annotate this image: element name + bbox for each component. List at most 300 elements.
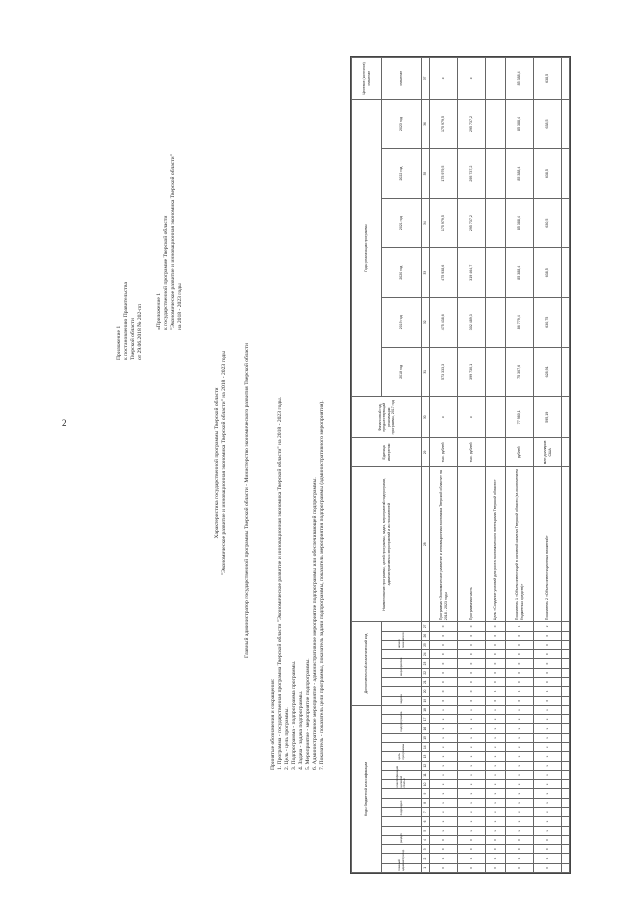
- code-cell: 1: [486, 854, 506, 863]
- appendix-sub: [156, 154, 184, 330]
- code-subheader: [382, 817, 422, 826]
- code-cell: 0: [486, 696, 506, 705]
- code-cell: 0: [506, 668, 534, 677]
- empty-cell: [562, 826, 570, 835]
- code-cell: 0: [430, 687, 458, 696]
- code-subheader: [382, 622, 422, 631]
- code-cell: х: [506, 715, 534, 724]
- year-value-cell: [486, 297, 506, 347]
- code-cell: х: [430, 826, 458, 835]
- code-cell: 0: [506, 640, 534, 649]
- code-cell: х: [486, 789, 506, 798]
- column-number: 13: [422, 752, 430, 761]
- year-header: 2018 год: [382, 347, 422, 397]
- code-cell: х: [458, 733, 486, 742]
- program-code-header: Дополнительный аналитический код: [352, 622, 382, 706]
- row-name-cell: Программная часть: [458, 467, 486, 622]
- code-cell: х: [458, 743, 486, 752]
- abbrev-line: 3. Подпрограмма - подпрограмма программы.: [290, 660, 297, 770]
- code-cell: х: [430, 798, 458, 807]
- abbrev-line: 2. Цель - цель программы.: [283, 707, 290, 770]
- appendix-sub-line: «Приложение 1: [156, 292, 162, 330]
- code-cell: х: [506, 761, 534, 770]
- code-cell: 0: [534, 845, 562, 854]
- empty-cell: [562, 438, 570, 467]
- table-row: [458, 58, 486, 873]
- target-value-cell: [486, 58, 506, 100]
- code-cell: х: [458, 761, 486, 770]
- year-value-cell: 630,5: [534, 198, 562, 248]
- empty-cell: [562, 798, 570, 807]
- code-cell: 0: [430, 845, 458, 854]
- year-value-cell: 319 464,7: [458, 248, 486, 298]
- year-header: 2019 год: [382, 297, 422, 347]
- year-value-cell: 638,5: [534, 248, 562, 298]
- page-number: 2: [62, 418, 67, 428]
- code-cell: х: [430, 789, 458, 798]
- code-subheader: [382, 789, 422, 798]
- code-cell: 1: [458, 854, 486, 863]
- table-row: [506, 58, 534, 873]
- year-value-cell: [486, 347, 506, 397]
- base-value-header: Финансовый год, предшествующий реализации программы, 2017 год: [352, 397, 422, 438]
- column-number: 8: [422, 798, 430, 807]
- code-cell: х: [430, 761, 458, 770]
- column-number: 32: [422, 297, 430, 347]
- code-cell: х: [486, 733, 506, 742]
- column-number: 25: [422, 640, 430, 649]
- unit-cell: тыс. рублей: [430, 438, 458, 467]
- column-number: 10: [422, 780, 430, 789]
- code-cell: 1: [534, 687, 562, 696]
- empty-cell: [562, 705, 570, 714]
- code-cell: 0: [534, 677, 562, 686]
- row-name-cell: Цель «Создание условий для роста экономического потенциала Тверской области»: [486, 467, 506, 622]
- year-value-cell: 85 388,4: [506, 99, 534, 149]
- code-cell: х: [458, 780, 486, 789]
- year-value-cell: [486, 248, 506, 298]
- code-cell: 1: [486, 687, 506, 696]
- empty-cell: [562, 58, 570, 100]
- empty-cell: [562, 817, 570, 826]
- code-cell: 0: [458, 687, 486, 696]
- column-number: 16: [422, 724, 430, 733]
- column-number: 17: [422, 715, 430, 724]
- abbrev-line: 5. Мероприятие - мероприятие подпрограммы.: [304, 658, 311, 770]
- code-cell: 1: [506, 622, 534, 631]
- base-value-cell: х: [430, 397, 458, 438]
- code-cell: 0: [486, 631, 506, 640]
- code-cell: х: [430, 724, 458, 733]
- column-number: 9: [422, 789, 430, 798]
- code-cell: 0: [534, 650, 562, 659]
- abbrev-line: 1. Программа - государственная программа Тверской области "Экономическое развитие и инновационная экономика Тверской области" на 2018 - 2023 годы.: [276, 396, 283, 770]
- abbrev-line: 4. Задача - задача подпрограммы.: [297, 690, 304, 770]
- code-cell: х: [506, 826, 534, 835]
- code-cell: 1: [534, 854, 562, 863]
- year-value-cell: 85 388,4: [506, 248, 534, 298]
- year-value-cell: 475 438,6: [430, 297, 458, 347]
- code-subheader: классификация целевой статьи: [382, 780, 422, 789]
- code-cell: 0: [534, 835, 562, 844]
- code-cell: х: [430, 733, 458, 742]
- code-cell: 0: [506, 845, 534, 854]
- program-table: [350, 56, 571, 874]
- code-cell: 0: [486, 659, 506, 668]
- abbrev-line: 7. Показатель - показатель цели программы, показатель задачи подпрограммы, показатель мероприятия подпрограммы (административного мероприятия).: [318, 400, 325, 770]
- code-cell: х: [486, 705, 506, 714]
- name-header: Наименование программы, целей программы, задач, мероприятий подпрограмм, административных мероприятий и их показателей: [352, 467, 422, 622]
- code-cell: х: [534, 817, 562, 826]
- code-subheader: [382, 761, 422, 770]
- code-cell: 0: [506, 631, 534, 640]
- column-number: 21: [422, 677, 430, 686]
- year-value-cell: [486, 99, 506, 149]
- code-cell: 0: [430, 835, 458, 844]
- empty-cell: [562, 761, 570, 770]
- code-cell: 0: [458, 863, 486, 872]
- code-cell: 0: [506, 650, 534, 659]
- code-cell: х: [534, 826, 562, 835]
- column-number: 35: [422, 149, 430, 199]
- table-row: [430, 58, 458, 873]
- code-cell: 0: [486, 668, 506, 677]
- code-cell: х: [486, 743, 506, 752]
- code-cell: 0: [458, 845, 486, 854]
- year-value-cell: 175 979,5: [430, 149, 458, 199]
- code-cell: 0: [506, 835, 534, 844]
- code-cell: х: [534, 780, 562, 789]
- year-value-cell: 85 388,4: [506, 198, 534, 248]
- unit-cell: рублей: [506, 438, 534, 467]
- row-name-cell: Показатель 2 «Объем инвестиционных вложений»: [534, 467, 562, 622]
- unit-cell: млн долларов США: [534, 438, 562, 467]
- code-cell: х: [430, 705, 458, 714]
- code-cell: х: [486, 798, 506, 807]
- target-header: Целевое (конечное) значение: [352, 58, 382, 100]
- code-cell: х: [430, 715, 458, 724]
- code-cell: 0: [430, 659, 458, 668]
- empty-cell: [562, 198, 570, 248]
- year-value-cell: 295 737,2: [458, 198, 486, 248]
- column-number: 28: [422, 467, 430, 622]
- year-value-cell: 399 730,1: [458, 347, 486, 397]
- column-number: 27: [422, 622, 430, 631]
- base-value-cell: 77 980,1: [506, 397, 534, 438]
- code-cell: 0: [486, 650, 506, 659]
- year-value-cell: 630,75: [534, 297, 562, 347]
- empty-cell: [562, 650, 570, 659]
- code-cell: 0: [430, 650, 458, 659]
- code-subheader: [382, 733, 422, 742]
- column-number: 12: [422, 761, 430, 770]
- code-cell: х: [534, 715, 562, 724]
- code-cell: 0: [458, 640, 486, 649]
- code-cell: 0: [458, 835, 486, 844]
- column-number: 18: [422, 705, 430, 714]
- code-cell: х: [534, 733, 562, 742]
- code-cell: х: [534, 705, 562, 714]
- code-cell: х: [430, 752, 458, 761]
- code-cell: 0: [430, 696, 458, 705]
- code-cell: 0: [534, 631, 562, 640]
- appendix-sub-line: на 2018 - 2023 годы: [176, 283, 183, 330]
- code-cell: 0: [458, 677, 486, 686]
- code-cell: х: [534, 798, 562, 807]
- code-subheader: [382, 677, 422, 686]
- appendix-line: Тверской области: [129, 318, 136, 360]
- code-cell: х: [486, 780, 506, 789]
- code-cell: 0: [534, 640, 562, 649]
- column-number: 1: [422, 863, 430, 872]
- code-cell: 0: [486, 835, 506, 844]
- code-cell: 1: [506, 854, 534, 863]
- code-cell: 0: [486, 845, 506, 854]
- code-cell: 0: [430, 668, 458, 677]
- empty-cell: [562, 733, 570, 742]
- code-cell: х: [486, 761, 506, 770]
- title-line: Характеристика государственной программы Тверской области: [214, 387, 220, 539]
- code-cell: х: [534, 761, 562, 770]
- base-value-cell: [486, 397, 506, 438]
- year-value-cell: [486, 149, 506, 199]
- column-number: 29: [422, 438, 430, 467]
- code-cell: х: [430, 780, 458, 789]
- empty-cell: [562, 696, 570, 705]
- table-row: [534, 58, 562, 873]
- empty-cell: [562, 248, 570, 298]
- appendix-line: Приложение 1: [116, 325, 122, 360]
- target-value-cell: 85 388,4: [506, 58, 534, 100]
- code-cell: х: [506, 798, 534, 807]
- empty-cell: [562, 668, 570, 677]
- empty-cell: [562, 780, 570, 789]
- code-cell: х: [506, 752, 534, 761]
- code-cell: х: [430, 817, 458, 826]
- empty-cell: [562, 687, 570, 696]
- code-cell: 0: [486, 622, 506, 631]
- empty-cell: [562, 752, 570, 761]
- code-cell: 0: [506, 659, 534, 668]
- year-value-cell: 75 307,6: [506, 347, 534, 397]
- code-cell: х: [506, 724, 534, 733]
- appendix-sub-line: "Экономическое развитие и инновационная экономика Тверской области": [169, 154, 176, 330]
- unit-header: Единица измерения: [352, 438, 422, 467]
- abbrev-line: 6. Административное мероприятие - административное мероприятие подпрограммы или обеспечивающей подпрограммы.: [311, 477, 318, 770]
- column-number: 24: [422, 650, 430, 659]
- code-cell: 0: [486, 863, 506, 872]
- empty-cell: [562, 659, 570, 668]
- code-cell: х: [506, 808, 534, 817]
- code-cell: х: [458, 724, 486, 733]
- empty-cell: [562, 863, 570, 872]
- code-cell: х: [534, 770, 562, 779]
- empty-cell: [562, 467, 570, 622]
- year-header: 2020 год: [382, 248, 422, 298]
- code-cell: х: [486, 752, 506, 761]
- column-number: 19: [422, 696, 430, 705]
- code-cell: х: [430, 743, 458, 752]
- code-cell: х: [506, 789, 534, 798]
- code-cell: 0: [430, 863, 458, 872]
- code-cell: 0: [458, 696, 486, 705]
- code-cell: 0: [534, 668, 562, 677]
- code-cell: 0: [534, 863, 562, 872]
- code-cell: х: [458, 817, 486, 826]
- empty-cell: [562, 347, 570, 397]
- code-cell: х: [534, 724, 562, 733]
- appendix-sub-line: к государственной программе Тверской области: [162, 215, 169, 330]
- year-value-cell: 573 333,3: [430, 347, 458, 397]
- code-cell: х: [430, 770, 458, 779]
- column-number: 7: [422, 808, 430, 817]
- base-value-cell: х: [458, 397, 486, 438]
- code-cell: 0: [430, 640, 458, 649]
- column-number: 15: [422, 733, 430, 742]
- code-cell: х: [430, 808, 458, 817]
- appendix-header: [116, 282, 144, 360]
- code-cell: х: [458, 770, 486, 779]
- code-cell: 0: [458, 622, 486, 631]
- column-number: 37: [422, 58, 430, 100]
- column-number: 20: [422, 687, 430, 696]
- code-cell: 0: [534, 696, 562, 705]
- code-cell: 0: [506, 863, 534, 872]
- code-subheader: мероприятие: [382, 668, 422, 677]
- code-cell: 0: [458, 668, 486, 677]
- empty-cell: [562, 715, 570, 724]
- year-value-cell: 86 779,4: [506, 297, 534, 347]
- code-cell: 0: [458, 659, 486, 668]
- code-cell: х: [458, 752, 486, 761]
- year-header: 2022 год: [382, 149, 422, 199]
- code-cell: х: [506, 780, 534, 789]
- column-number: 30: [422, 397, 430, 438]
- code-subheader: цель программы: [382, 752, 422, 761]
- row-name-cell: Показатель 1 «Объем инвестиций в основной капитал Тверской области (за исключением бюджетных средств)»: [506, 467, 534, 622]
- budget-class-header: Коды бюджетной классификации: [352, 705, 382, 872]
- code-cell: х: [506, 817, 534, 826]
- column-number: 4: [422, 835, 430, 844]
- column-number: 2: [422, 854, 430, 863]
- code-subheader: номер показателя: [382, 640, 422, 649]
- empty-cell: [562, 99, 570, 149]
- abbrev-line: Принятые обозначения и сокращения:: [270, 678, 276, 770]
- empty-cell: [562, 149, 570, 199]
- year-value-cell: 628,91: [534, 347, 562, 397]
- column-number: 36: [422, 99, 430, 149]
- code-cell: х: [534, 808, 562, 817]
- code-cell: х: [458, 808, 486, 817]
- column-number: 31: [422, 347, 430, 397]
- empty-cell: [562, 622, 570, 631]
- code-cell: х: [506, 705, 534, 714]
- column-number: 34: [422, 198, 430, 248]
- code-cell: х: [486, 826, 506, 835]
- code-subheader: задача: [382, 696, 422, 705]
- column-number: 6: [422, 817, 430, 826]
- column-number: 23: [422, 659, 430, 668]
- code-cell: 0: [430, 677, 458, 686]
- code-cell: х: [486, 817, 506, 826]
- appendix-line: к постановлению Правительства: [122, 282, 129, 360]
- target-value-cell: х: [430, 58, 458, 100]
- empty-cell: [562, 677, 570, 686]
- code-cell: х: [534, 752, 562, 761]
- year-value-cell: 85 388,4: [506, 149, 534, 199]
- year-value-cell: 295 737,2: [458, 149, 486, 199]
- year-value-cell: 638,5: [534, 99, 562, 149]
- code-cell: х: [506, 743, 534, 752]
- code-subheader: раздел: [382, 835, 422, 844]
- code-cell: х: [486, 715, 506, 724]
- base-value-cell: 595,19: [534, 397, 562, 438]
- unit-cell: тыс. рублей: [458, 438, 486, 467]
- code-cell: 0: [458, 650, 486, 659]
- code-cell: х: [506, 770, 534, 779]
- code-cell: 0: [506, 696, 534, 705]
- document-title: [214, 351, 228, 575]
- year-value-cell: 295 737,2: [458, 99, 486, 149]
- empty-cell: [562, 397, 570, 438]
- year-header: 2023 год: [382, 99, 422, 149]
- code-cell: 0: [486, 677, 506, 686]
- code-cell: х: [486, 770, 506, 779]
- empty-cell: [562, 845, 570, 854]
- empty-cell: [562, 808, 570, 817]
- year-value-cell: 638,5: [534, 149, 562, 199]
- empty-cell: [562, 854, 570, 863]
- code-cell: х: [458, 826, 486, 835]
- target-value-cell: 638,5: [534, 58, 562, 100]
- code-cell: 2: [534, 622, 562, 631]
- empty-cell: [562, 631, 570, 640]
- column-number: 11: [422, 770, 430, 779]
- column-number: 26: [422, 631, 430, 640]
- years-group-header: Годы реализации программы: [352, 99, 382, 396]
- code-cell: х: [534, 743, 562, 752]
- year-value-cell: 475 938,6: [430, 248, 458, 298]
- code-cell: х: [534, 789, 562, 798]
- code-cell: х: [458, 789, 486, 798]
- code-cell: 0: [534, 659, 562, 668]
- code-subheader: подраздел: [382, 808, 422, 817]
- code-cell: 1: [430, 854, 458, 863]
- administrator-line: Главный администратор государственной программы Тверской области - Министерство экономического развития Тверской области: [244, 343, 250, 658]
- target-value-header: значение: [382, 58, 422, 100]
- empty-cell: [562, 297, 570, 347]
- target-value-cell: х: [458, 58, 486, 100]
- code-cell: х: [486, 724, 506, 733]
- abbreviations: [270, 397, 326, 770]
- code-cell: 0: [506, 677, 534, 686]
- empty-cell: [562, 743, 570, 752]
- code-subheader: подпрограмма: [382, 724, 422, 733]
- code-subheader: главный администратор: [382, 863, 422, 872]
- code-cell: х: [458, 705, 486, 714]
- empty-cell: [562, 724, 570, 733]
- code-cell: 1: [506, 687, 534, 696]
- table-row: [486, 58, 506, 873]
- column-number: 14: [422, 743, 430, 752]
- title-line: "Экономическое развитие и инновационная экономика Тверской области" на 2018 - 2023 годы: [220, 351, 227, 575]
- year-header: 2021 год: [382, 198, 422, 248]
- code-cell: х: [458, 798, 486, 807]
- code-cell: х: [486, 808, 506, 817]
- column-number: 5: [422, 826, 430, 835]
- column-number: 33: [422, 248, 430, 298]
- empty-cell: [562, 640, 570, 649]
